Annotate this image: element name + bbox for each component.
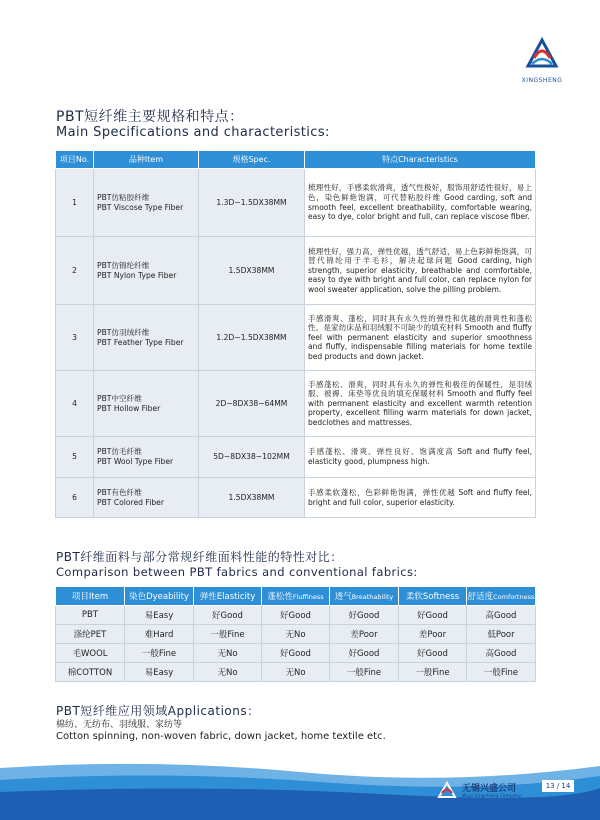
cell: 一般Fine [125, 644, 194, 663]
table-row [56, 625, 536, 644]
row-spec: 1.5DX38MM [199, 478, 305, 518]
applications-cn: 棉纺、无纺布、羽绒服、家纺等 [56, 720, 183, 730]
table-row [56, 663, 536, 682]
item-cn: PBT仿羽绒纤维 [97, 327, 150, 337]
cell: 易Easy [125, 606, 194, 625]
col-comfortness [467, 587, 536, 606]
table-row [56, 644, 536, 663]
row-spec: 1.3D~1.5DX38MM [199, 169, 305, 237]
cell: 低Poor [467, 625, 536, 644]
row-feature: 手感蓬松、滑爽，同时具有永久的弹性和极佳的保暖性，是羽绒服、被褥、床垫等优良的填充保暖材料 Smooth and fluffy feel with permanent elasticity and excellent warmth retention property, excellent filling warm materials for down jacket, bedclothes and mattresses. [305, 371, 536, 437]
row-feature: 手感柔软蓬松，色彩鲜艳饱满，弹性优越 Soft and fluffy feel, bright and full color, superior elasticity. [305, 478, 536, 518]
header-en: Fluffiness [292, 593, 324, 601]
comparison-title-en: Comparison between PBT fabrics and conventional fabrics: [56, 565, 418, 579]
cell: 无No [262, 663, 330, 682]
brand-logo [512, 36, 572, 84]
row-no: 5 [56, 437, 94, 478]
header-en: Item [88, 592, 109, 602]
row-no: 6 [56, 478, 94, 518]
header-en: Elasticity [216, 592, 256, 602]
table-row [56, 437, 536, 478]
spec-title-cn: PBT短纤维主要规格和特点： [56, 109, 244, 125]
item-en: PBT Colored Fiber [97, 497, 164, 507]
spec-title-en: Main Specifications and characteristics: [56, 125, 330, 140]
cell: 好Good [399, 606, 467, 625]
footer-logo-icon [436, 780, 458, 800]
item-en: PBT Hollow Fiber [97, 403, 161, 413]
item-cn: PBT仿锦纶纤维 [97, 260, 150, 270]
cell: 一般Fine [399, 663, 467, 682]
col-spec: 规格Spec. [199, 151, 305, 169]
cell: 无No [262, 625, 330, 644]
comparison-table [55, 586, 536, 682]
applications-title: PBT短纤维应用领域Applications： [56, 704, 260, 718]
col-breathability [330, 587, 399, 606]
row-item [94, 437, 199, 478]
item-en: PBT Feather Type Fiber [97, 337, 184, 347]
row-no: 2 [56, 237, 94, 305]
header-cn: 舒适度 [467, 592, 494, 602]
row-no: 1 [56, 169, 94, 237]
row-item [94, 478, 199, 518]
cell: 好Good [330, 606, 399, 625]
header-cn: 弹性 [199, 592, 217, 602]
cell: 好Good [262, 644, 330, 663]
header-en: Softness [422, 592, 460, 602]
cell: 高Good [467, 606, 536, 625]
table-row [56, 478, 536, 518]
table-row [56, 305, 536, 371]
cell: 差Poor [399, 625, 467, 644]
comparison-title-cn: PBT纤维面料与部分常规纤维面料性能的特性对比： [56, 550, 343, 564]
row-item [94, 305, 199, 371]
cell: 难Hard [125, 625, 194, 644]
cell: 无No [194, 663, 262, 682]
row-item [94, 169, 199, 237]
item-en: PBT Viscose Type Fiber [97, 202, 184, 212]
cell: 棉COTTON [56, 663, 125, 682]
footer-company-cn: 无锡兴盛公司 [462, 784, 517, 794]
cell: 一般Fine [194, 625, 262, 644]
item-cn: PBT中空纤维 [97, 393, 142, 403]
item-en: PBT Wool Type Fiber [97, 457, 174, 466]
cell: 高Good [467, 644, 536, 663]
header-en: Dyeability [146, 592, 189, 602]
table-row [56, 237, 536, 305]
col-elasticity [194, 587, 262, 606]
col-characteristics: 特点Characteristics [305, 151, 536, 169]
item-cn: PBT有色纤维 [97, 487, 142, 497]
footer-company-en: Wuxi Xingsheng Company [462, 794, 522, 799]
row-feature: 手感滑爽、蓬松，同时具有永久性的弹性和优越的滑爽性和蓬松性，是家纺床品和羽绒服不可缺少的填充材料 Smooth and fluffy feel with permanent elasticity and superior smoothness and fluffy, indispensable filling materials for home textile bed products and down jacket. [305, 305, 536, 371]
row-spec: 1.5DX38MM [199, 237, 305, 305]
cell: 无No [194, 644, 262, 663]
row-spec: 5D~8DX38~102MM [199, 437, 305, 478]
row-item [94, 237, 199, 305]
xingsheng-logo-icon [520, 36, 564, 72]
row-feature: 手感蓬松、滑爽、弹性良好、饱满度高 Soft and fluffy feel, elasticity good, plumpness high. [305, 437, 536, 478]
col-item [56, 587, 125, 606]
table-row [56, 606, 536, 625]
row-spec: 1.2D~1.5DX38MM [199, 305, 305, 371]
cell: 涤纶PET [56, 625, 125, 644]
cell: 好Good [262, 606, 330, 625]
header-cn: 项目 [71, 592, 89, 602]
col-item: 品种Item [94, 151, 199, 169]
row-feature: 梳理性好，手感柔软滑爽，透气性极好，服饰用舒适性很好，易上色，染色鲜艳饱满，可代替粘胶纤维 Good carding, soft and smooth feel, excellent breathability, comfortable wearing, easy to dye, color bright and full, can replace viscose fiber. [305, 169, 536, 237]
spec-table [55, 150, 536, 518]
item-cn: PBT仿毛纤维 [97, 447, 142, 456]
header-cn: 染色 [129, 592, 147, 602]
col-fluffiness [262, 587, 330, 606]
col-dyeability [125, 587, 194, 606]
cell: 好Good [194, 606, 262, 625]
table-row [56, 371, 536, 437]
row-no: 4 [56, 371, 94, 437]
header-en: Breathability [351, 593, 394, 601]
header-cn: 透气 [334, 592, 352, 602]
cell: 易Easy [125, 663, 194, 682]
header-cn: 柔软 [405, 592, 423, 602]
page-number: 13 / 14 [542, 780, 574, 792]
comparison-header-row [56, 587, 536, 606]
col-no: 项目No. [56, 151, 94, 169]
item-cn: PBT仿粘胶纤维 [97, 192, 150, 202]
row-item [94, 371, 199, 437]
cell: 好Good [330, 644, 399, 663]
item-en: PBT Nylon Type Fiber [97, 270, 177, 280]
cell: 好Good [399, 644, 467, 663]
header-cn: 蓬松性 [267, 592, 293, 602]
logo-text: XINGSHENG [521, 77, 563, 84]
cell: 差Poor [330, 625, 399, 644]
table-row [56, 169, 536, 237]
cell: PBT [56, 606, 125, 625]
row-feature: 梳理性好，强力高，弹性优越，透气舒适，易上色彩鲜艳饱满，可替代锦纶用于羊毛衫，解决起球问题 Good carding, high strength, superior elasticity, breathable and comfortable, easy to dye with bright and full color, can replace nylon for wool sweater application, solve the pilling problem. [305, 237, 536, 305]
cell: 一般Fine [467, 663, 536, 682]
header-en: Comfortness [493, 593, 535, 601]
spec-header-row [56, 151, 536, 169]
applications-en: Cotton spinning, non-woven fabric, down jacket, home textile etc. [56, 731, 386, 742]
cell: 一般Fine [330, 663, 399, 682]
cell: 毛WOOL [56, 644, 125, 663]
row-spec: 2D~8DX38~64MM [199, 371, 305, 437]
row-no: 3 [56, 305, 94, 371]
col-softness [399, 587, 467, 606]
